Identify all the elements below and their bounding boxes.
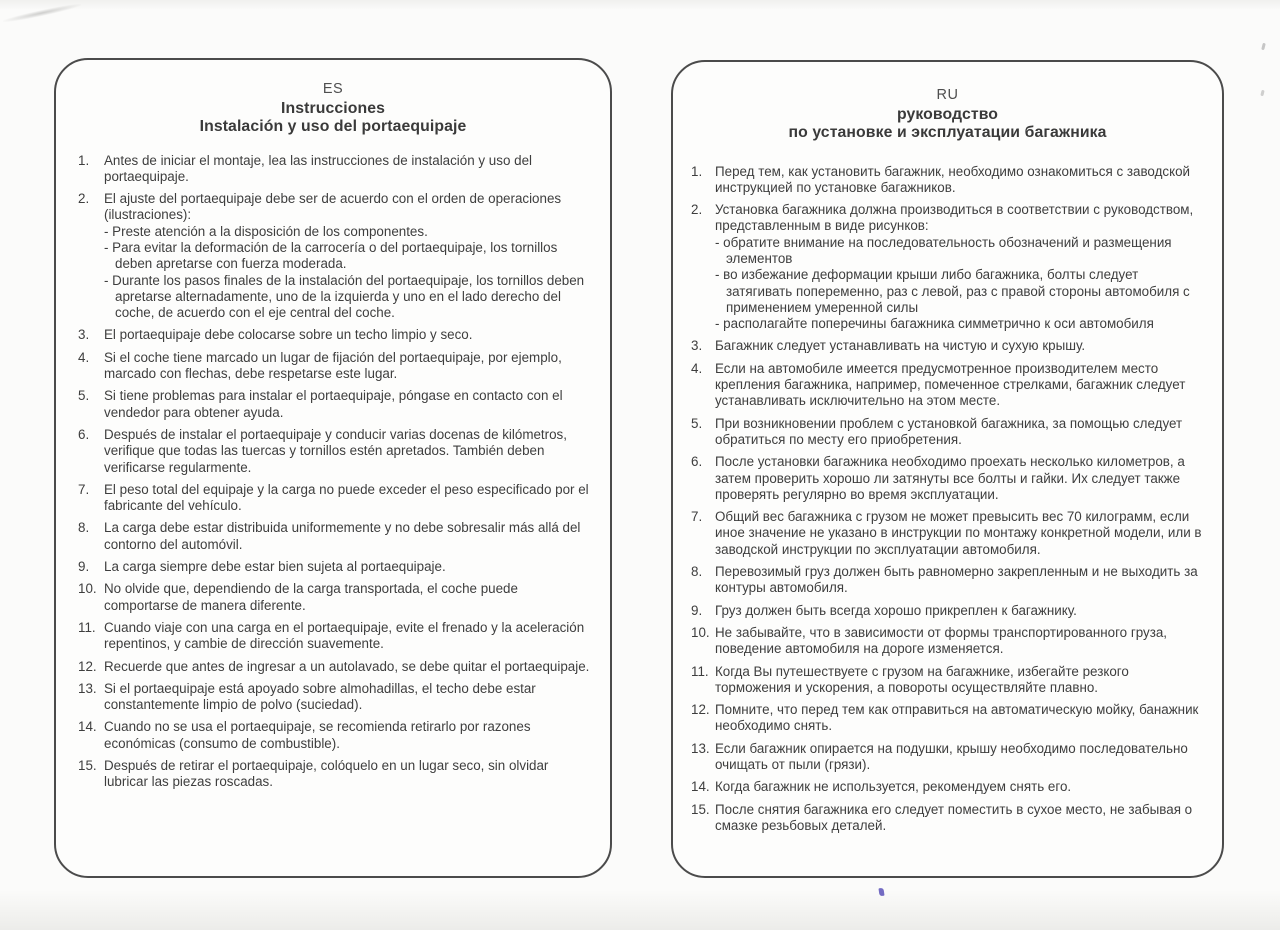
scan-speck — [1260, 90, 1264, 97]
item-text: Помните, что перед тем как отправиться на автоматическую мойку, банажник необходимо снять. — [715, 702, 1199, 734]
scan-speck — [1261, 43, 1266, 51]
scan-shading-bottom — [0, 890, 1280, 930]
item-number: 4. — [691, 360, 703, 376]
ink-speck — [878, 888, 884, 897]
instruction-item — [691, 564, 1206, 597]
item-number: 13. — [78, 680, 97, 696]
page-subtitle-es: Instalación y uso del portaequipaje — [199, 117, 467, 135]
item-number: 11. — [78, 619, 96, 635]
item-text: Si el portaequipaje está apoyado sobre almohadillas, el techo debe estar constantemente limpio de polvo (suciedad). — [104, 680, 536, 713]
item-text: Перед тем, как установить багажник, необходимо ознакомиться с заводской инструкцией по установке багажников. — [715, 163, 1191, 195]
item-number: 5. — [691, 415, 703, 431]
item-text: Груз должен быть всегда хорошо прикреплен к багажнику. — [715, 602, 1077, 618]
instruction-item — [78, 482, 594, 515]
scan-smudge — [2, 2, 81, 25]
item-subitem: - обратите внимание на последовательность обозначений и размещения элементов — [715, 234, 1172, 266]
item-number: 12. — [78, 658, 97, 674]
item-text: При возникновении проблем с установкой багажника, за помощью следует обратиться по месту его приобретения. — [715, 415, 1183, 447]
instruction-item — [78, 719, 594, 752]
item-text: El portaequipaje debe colocarse sobre un techo limpio y seco. — [104, 327, 473, 343]
scan-shading-top — [0, 0, 1280, 10]
instruction-item — [78, 620, 594, 653]
item-text: Не забывайте, что в зависимости от формы транспортированного груза, поведение автомобиля на дороге изменяется. — [715, 624, 1168, 657]
item-text: Antes de iniciar el montaje, lea las instrucciones de instalación y uso del portaequipaje. — [104, 152, 532, 184]
item-number: 15. — [78, 758, 97, 774]
item-number: 8. — [691, 564, 703, 580]
item-subitem: - Para evitar la deformación de la carrocería o del portaequipaje, los tornillos deben apretarse con fuerza moderada. — [104, 240, 558, 272]
item-number: 1. — [691, 163, 703, 179]
instruction-item — [691, 664, 1206, 697]
item-text: Cuando no se usa el portaequipaje, se recomienda retirarlo por razones económicas (consumo de combustible). — [104, 719, 531, 751]
instruction-item — [691, 338, 1206, 354]
item-number: 5. — [78, 388, 90, 404]
item-text: Когда Вы путешествуете с грузом на багажнике, избегайте резкого торможения и ускорения, а повороты осуществляйте плавно. — [715, 663, 1129, 695]
instruction-item — [691, 361, 1206, 410]
item-text: Después de retirar el portaequipaje, colóquelo en un lugar seco, sin olvidar lubricar las piezas roscadas. — [104, 758, 549, 790]
item-text: Si el coche tiene marcado un lugar de fijación del portaequipaje, por ejemplo, marcado con flechas, debe respetarse este lugar. — [104, 349, 562, 382]
item-number: 2. — [691, 202, 703, 218]
item-number: 9. — [78, 559, 90, 575]
item-text: La carga siempre debe estar bien sujeta al portaequipaje. — [104, 559, 446, 575]
instruction-item — [691, 702, 1206, 735]
instruction-item — [691, 164, 1206, 197]
instruction-list-es — [78, 153, 594, 791]
item-number: 6. — [691, 454, 703, 470]
instruction-item — [78, 327, 594, 343]
item-number: 3. — [78, 327, 90, 343]
item-text: No olvide que, dependiendo de la carga transportada, el coche puede comportarse de manera diferente. — [104, 581, 518, 613]
item-text: Если на автомобиле имеется предусмотренное производителем место крепления багажника, например, помеченное стрелками, багажник следует устанавливать исключительно на этом месте. — [715, 360, 1186, 409]
item-number: 3. — [691, 338, 703, 354]
instruction-item — [691, 802, 1206, 835]
item-text: Когда багажник не используется, рекомендуем снять его. — [715, 779, 1072, 795]
instruction-item — [691, 454, 1206, 503]
instruction-item — [78, 758, 594, 791]
item-number: 7. — [691, 509, 703, 525]
item-subitem: - Durante los pasos finales de la instalación del portaequipaje, los tornillos deben apretarse alternadamente, uno de la izquierda y uno en el lado derecho del coche, de acuerdo con el eje central del coche. — [104, 272, 585, 321]
item-number: 15. — [691, 801, 710, 817]
item-subitem: - располагайте поперечины багажника симметрично к оси автомобиля — [715, 316, 1154, 332]
instruction-item — [78, 427, 594, 476]
item-number: 8. — [78, 520, 90, 536]
language-code-ru: RU — [936, 87, 959, 103]
instruction-item — [78, 659, 594, 675]
item-number: 10. — [78, 581, 97, 597]
instruction-item — [78, 191, 594, 321]
item-text: Багажник следует устанавливать на чистую и сухую крышу. — [715, 338, 1086, 354]
item-text: Después de instalar el portaequipaje y conducir varias docenas de kilómetros, verifique que todas las tuercas y tornillos estén apretados. También deben verificarse regularmente. — [104, 426, 567, 475]
item-text: Cuando viaje con una carga en el portaequipaje, evite el frenado y la aceleración repentinos, y cambie de dirección suavemente. — [104, 619, 585, 652]
item-number: 11. — [691, 663, 709, 679]
item-number: 14. — [78, 719, 97, 735]
page-header-es — [56, 81, 610, 136]
instruction-item — [78, 681, 594, 714]
instruction-page-es — [54, 58, 612, 878]
instruction-item — [78, 559, 594, 575]
instruction-item — [78, 581, 594, 614]
item-number: 4. — [78, 349, 90, 365]
instruction-list-ru — [691, 164, 1206, 835]
instruction-page-ru — [671, 60, 1224, 878]
item-text: Установка багажника должна производиться в соответствии с руководством, представленным в виде рисунков: - обратите внимание на последовательность обозначений и размещения элементов - во избежание деформации крыши либо багажника, болты следует затягивать попеременно, раз с левой, раз с правой стороны автомобиля с применением умеренной силы - располагайте поперечины багажника симметрично к оси автомобиля — [715, 202, 1206, 332]
item-number: 14. — [691, 779, 710, 795]
item-number: 2. — [78, 191, 90, 207]
item-text: Recuerde que antes de ingresar a un autolavado, se debe quitar el portaequipaje. — [104, 658, 590, 674]
item-number: 10. — [691, 624, 710, 640]
item-number: 6. — [78, 426, 90, 442]
item-number: 7. — [78, 481, 90, 497]
instruction-item — [78, 153, 594, 186]
item-subitem: - во избежание деформации крыши либо багажника, болты следует затягивать попеременно, раз с левой, раз с правой стороны автомобиля с применением умеренной силы — [715, 267, 1190, 315]
page-header-ru — [673, 87, 1222, 142]
item-subitem: - Preste atención a la disposición de los componentes. — [104, 223, 428, 239]
page-subtitle-ru: по установке и эксплуатации багажника — [788, 123, 1107, 141]
item-text: Перевозимый груз должен быть равномерно закрепленным и не выходить за контуры автомобиля. — [715, 564, 1198, 596]
item-text: После установки багажника необходимо проехать несколько километров, а затем проверить хорошо ли затянуты все болты и гайки. Их следует также проверять регулярно во время эксплуатации. — [715, 454, 1185, 502]
item-text: После снятия багажника его следует поместить в сухое место, не забывая о смазке резьбовых деталей. — [715, 801, 1193, 833]
item-text: Общий вес багажника с грузом не может превысить вес 70 килограмм, если иное значение не указано в инструкции по монтажу конкретной модели, или в заводской инструкции по эксплуатации автомобиля. — [715, 509, 1202, 557]
item-number: 13. — [691, 740, 710, 756]
item-text: El ajuste del portaequipaje debe ser de acuerdo con el orden de operaciones (ilustraciones): - Preste atención a la disposición de los componentes. - Para evitar la deformación de la carrocería o del portaequipaje, los tornillos deben apretarse con fuerza moderada. - Durante los pasos finales de la instalación del portaequipaje, los tornillos deben apretarse alternadamente, uno de la izquierda y uno en el lado derecho del coche, de acuerdo con el eje central del coche. — [104, 191, 594, 321]
item-number: 12. — [691, 702, 710, 718]
instruction-item — [691, 779, 1206, 795]
instruction-item — [691, 741, 1206, 774]
instruction-item — [691, 416, 1206, 449]
instruction-item — [691, 625, 1206, 658]
item-text: La carga debe estar distribuida uniformemente y no debe sobresalir más allá del contorno del automóvil. — [104, 520, 581, 552]
instruction-item — [78, 520, 594, 553]
item-text: El peso total del equipaje y la carga no puede exceder el peso especificado por el fabricante del vehículo. — [104, 481, 589, 514]
item-text: Если багажник опирается на подушки, крышу необходимо последовательно очищать от пыли (грязи). — [715, 740, 1188, 773]
language-code-es: ES — [322, 81, 344, 97]
item-number: 1. — [78, 152, 90, 168]
item-text: Si tiene problemas para instalar el portaequipaje, póngase en contacto con el vendedor para obtener ayuda. — [104, 388, 563, 420]
item-number: 9. — [691, 602, 703, 618]
page-title-es: Instrucciones — [280, 99, 385, 117]
instruction-item — [78, 350, 594, 383]
instruction-item — [78, 388, 594, 421]
page-title-ru: руководство — [896, 105, 999, 123]
instruction-item — [691, 202, 1206, 332]
instruction-item — [691, 509, 1206, 558]
instruction-item — [691, 603, 1206, 619]
